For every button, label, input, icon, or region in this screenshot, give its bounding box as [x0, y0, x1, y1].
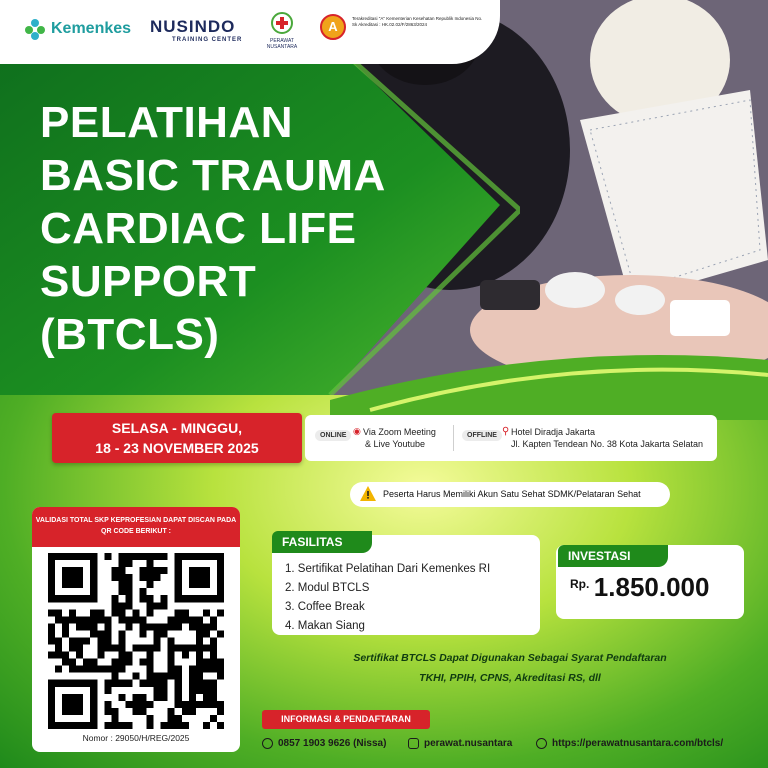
online-line-2: & Live Youtube — [365, 439, 426, 449]
perawat-text: PERAWAT — [270, 38, 294, 44]
fasilitas-item: 2. Modul BTCLS — [285, 582, 370, 594]
broadcast-icon: ◉ — [353, 427, 361, 437]
website-url: https://perawatnusantara.com/btcls/ — [552, 738, 724, 749]
title-line-1: PELATIHAN — [40, 98, 294, 147]
qr-number: Nomor : 29050/H/REG/2025 — [82, 733, 190, 743]
perawat-subtext: NUSANTARA — [266, 44, 298, 50]
date-days: SELASA - MINGGU, — [111, 420, 243, 436]
investasi-heading: INVESTASI — [558, 545, 668, 567]
kemenkes-logo — [24, 18, 131, 40]
certificate-note — [300, 648, 720, 688]
fasilitas-heading: FASILITAS — [272, 531, 372, 553]
whatsapp-number: 0857 1903 9626 (Nissa) — [278, 738, 387, 749]
fasilitas-item: 4. Makan Siang — [285, 620, 365, 632]
accreditation-badge-icon: A — [320, 14, 346, 40]
title-line-4: SUPPORT — [40, 257, 257, 306]
offline-line-1: Hotel Diradja Jakarta — [511, 427, 596, 437]
instagram-handle: perawat.nusantara — [424, 738, 513, 749]
kemenkes-icon — [24, 18, 46, 40]
whatsapp-contact[interactable] — [262, 738, 386, 749]
online-tag: ONLINE — [315, 430, 351, 441]
price-amount: 1.850.000 — [593, 572, 710, 602]
nusindo-subtext: TRAINING CENTER — [172, 37, 243, 43]
qr-heading: VALIDASI TOTAL SKP KEPROFESIAN DAPAT DISCAN PADA QR CODE BERIKUT : — [32, 507, 240, 547]
date-box — [52, 413, 302, 463]
title-line-3: CARDIAC LIFE — [40, 204, 357, 253]
mode-divider — [453, 425, 454, 451]
certificate-note-line-1: Sertifikat BTCLS Dapat Digunakan Sebagai Syarat Pendaftaran — [353, 652, 667, 664]
instagram-icon — [408, 738, 419, 749]
title-line-2: BASIC TRAUMA — [40, 151, 386, 200]
offline-tag: OFFLINE — [462, 430, 502, 441]
nusindo-text: NUSINDO — [150, 17, 236, 36]
website-link[interactable] — [536, 738, 723, 749]
instagram-contact[interactable] — [408, 738, 512, 749]
title-line-5: (BTCLS) — [40, 310, 220, 359]
kemenkes-text: Kemenkes — [51, 20, 132, 37]
date-range: 18 - 23 NOVEMBER 2025 — [95, 440, 259, 456]
whatsapp-icon — [262, 738, 273, 749]
notice-pill — [350, 482, 670, 507]
fasilitas-item: 1. Sertifikat Pelatihan Dari Kemenkes RI — [285, 563, 491, 575]
notice-text: Peserta Harus Memiliki Akun Satu Sehat SDMK/Pelataran Sehat — [383, 489, 641, 499]
info-heading: INFORMASI & PENDAFTARAN — [262, 710, 430, 729]
certificate-note-line-2: TKHI, PPIH, CPNS, Akreditasi RS, dll — [419, 672, 601, 684]
offline-line-2: Jl. Kapten Tendean No. 38 Kota Jakarta Selatan — [511, 439, 703, 449]
nusindo-logo — [150, 17, 242, 43]
price-currency: Rp. — [570, 577, 590, 591]
training-title — [40, 96, 460, 361]
perawat-nusantara-logo — [262, 12, 302, 50]
price — [570, 572, 709, 603]
globe-icon — [536, 738, 547, 749]
fasilitas-item: 3. Coffee Break — [285, 601, 365, 613]
mode-box — [305, 415, 717, 461]
fasilitas-list — [285, 560, 490, 636]
warning-icon — [360, 486, 376, 501]
qr-code[interactable] — [48, 553, 224, 729]
online-line-1: Via Zoom Meeting — [363, 427, 436, 437]
location-pin-icon: ⚲ — [502, 426, 510, 437]
qr-code-icon — [48, 553, 224, 729]
online-info — [363, 426, 436, 450]
offline-info — [511, 426, 703, 450]
accreditation-text: Terakreditasi "A" Kementerian Kesehatan Republik Indonesia No. Sk Akreditasi : HK.02.02/F/2863/2024 — [352, 16, 483, 27]
cross-icon — [271, 12, 293, 34]
